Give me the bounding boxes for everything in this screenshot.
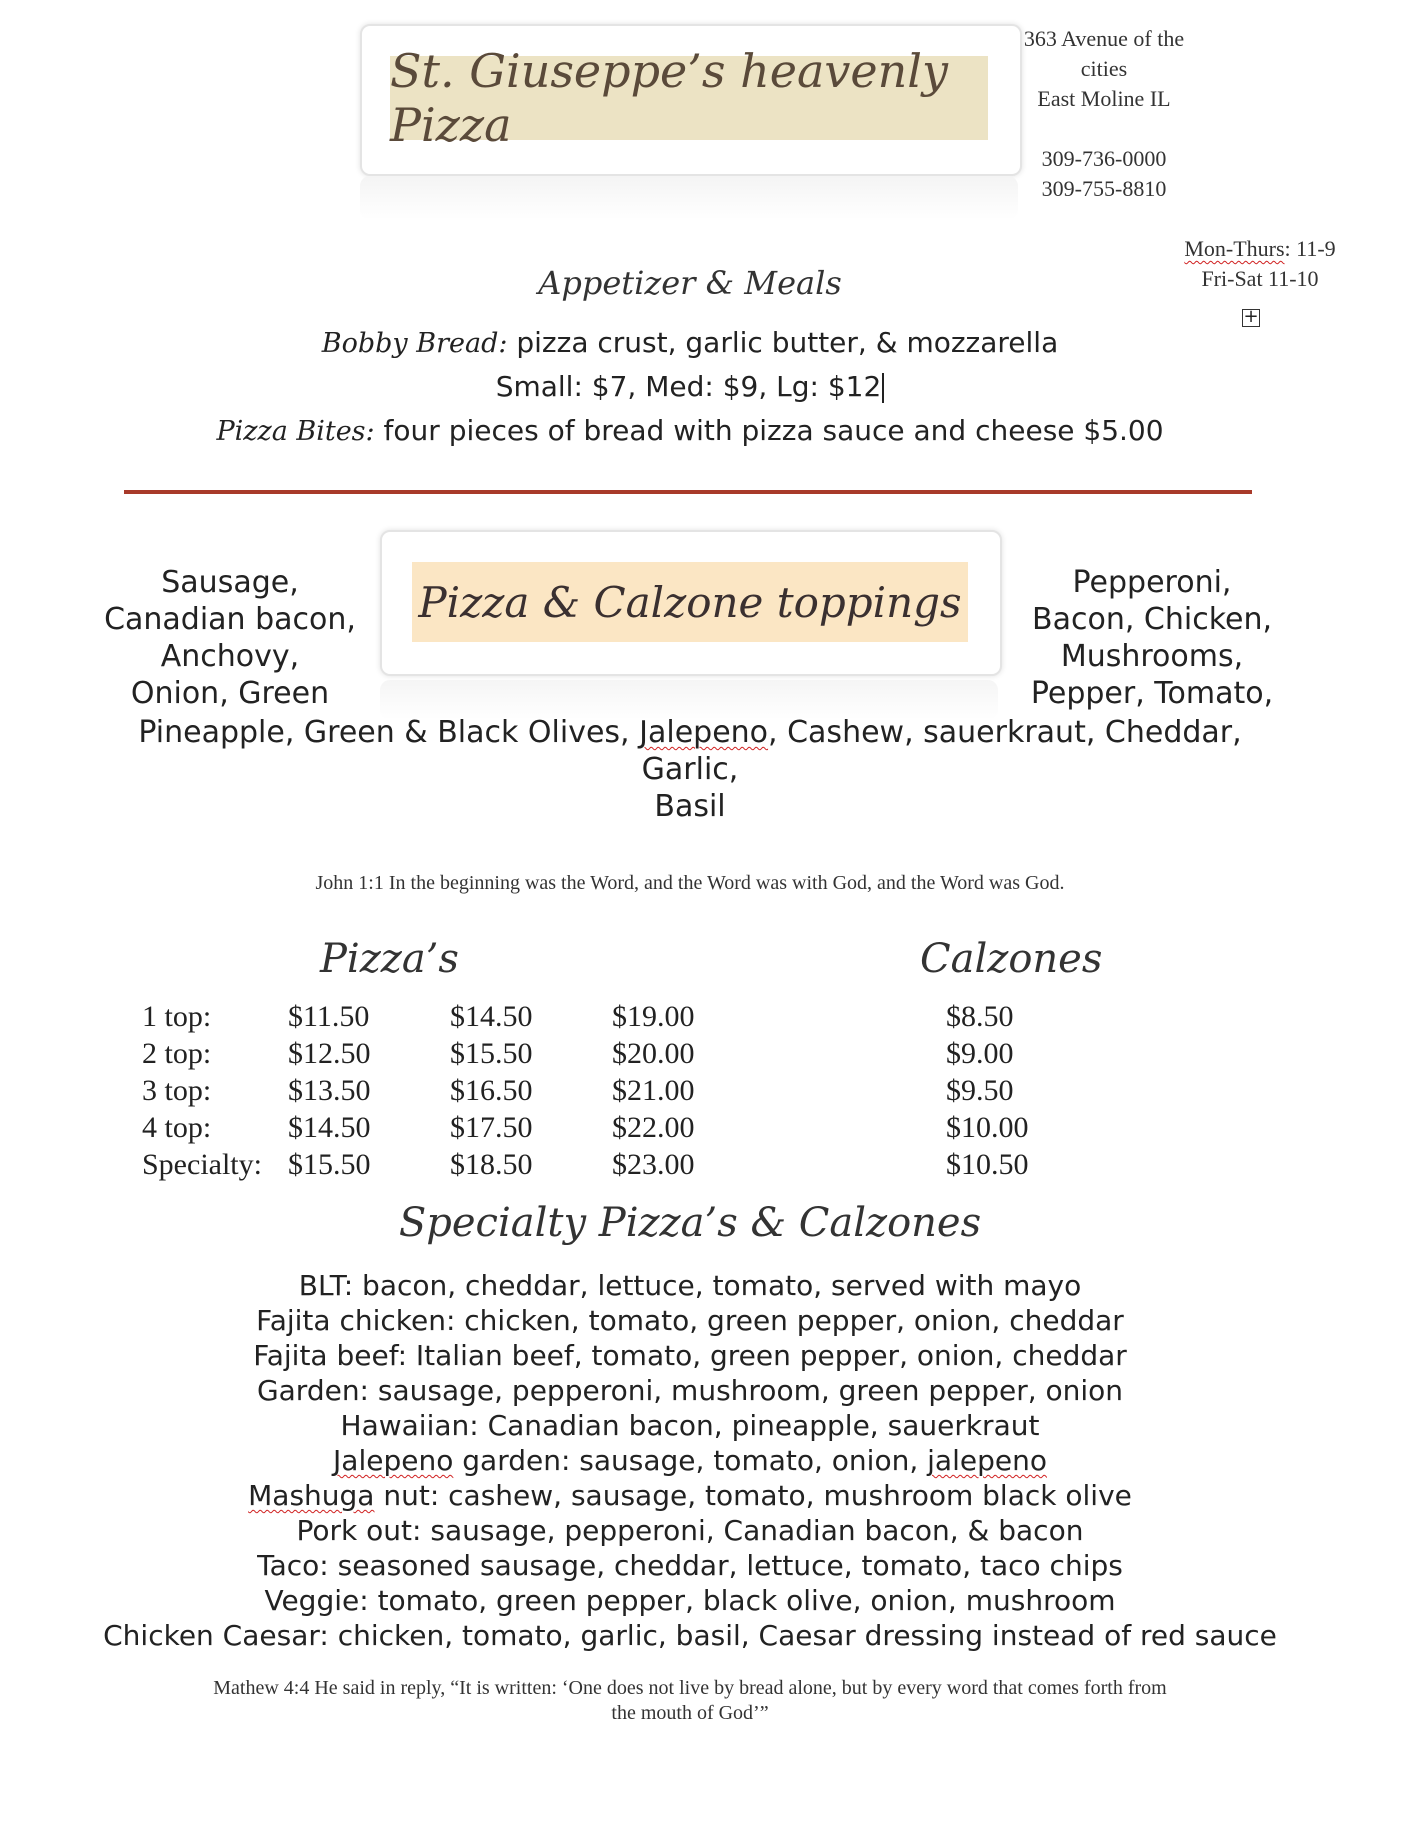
price-large: $22.00: [612, 1111, 695, 1144]
specialty-heading: Specialty Pizza’s & Calzones: [398, 1200, 982, 1246]
price-medium: $16.50: [450, 1074, 533, 1107]
misspelled-word: Jalepeno: [639, 715, 769, 750]
specialty-item: Pork out: sausage, pepperoni, Canadian bacon, & bacon: [296, 1514, 1084, 1547]
price-small: $15.50: [288, 1148, 371, 1181]
hours-fri-sat: Fri-Sat 11-10: [1201, 266, 1319, 291]
topping-line: Onion, Green: [130, 676, 330, 711]
price-small: $13.50: [288, 1074, 371, 1107]
price-calzone: $8.50: [946, 1000, 1014, 1033]
price-medium: $17.50: [450, 1111, 533, 1144]
price-large: $21.00: [612, 1074, 695, 1107]
specialty-item: Hawaiian: Canadian bacon, pineapple, sauerkraut: [340, 1409, 1040, 1442]
specialty-item: Taco: seasoned sausage, cheddar, lettuce, tomato, taco chips: [257, 1549, 1123, 1582]
price-large: $20.00: [612, 1037, 695, 1070]
specialty-list: [100, 1268, 1280, 1653]
topping-line: Sausage,: [161, 565, 299, 600]
toppings-full: [110, 714, 1270, 825]
address-line-1: 363 Avenue of the: [1023, 26, 1185, 51]
address-line-3: East Moline IL: [1037, 86, 1171, 111]
topping-line: Basil: [654, 789, 726, 824]
phone-1: 309-736-0000: [1041, 146, 1167, 171]
specialty-item: [100, 1478, 1280, 1513]
specialty-text: nut: cashew, sausage, tomato, mushroom black olive: [374, 1479, 1132, 1512]
price-calzone: $9.00: [946, 1037, 1014, 1070]
price-medium: $14.50: [450, 1000, 533, 1033]
price-label: Specialty:: [142, 1148, 262, 1181]
text-cursor: [882, 373, 884, 403]
bobby-bread-desc: pizza crust, garlic butter, & mozzarella: [507, 326, 1059, 359]
topping-line: Mushrooms,: [1060, 639, 1244, 674]
verse-john: John 1:1 In the beginning was the Word, and the Word was with God, and the Word was God.: [315, 872, 1065, 894]
restaurant-title: St. Giuseppe’s heavenly Pizza: [390, 56, 988, 140]
pizza-bites-label: Pizza Bites:: [216, 416, 375, 447]
hours-mon-thurs-label: Mon-Thurs: [1184, 236, 1285, 261]
specialty-text: garden: sausage, tomato, onion,: [453, 1444, 928, 1477]
price-calzone: $9.50: [946, 1074, 1014, 1107]
topping-text: , Cashew, sauerkraut, Cheddar, Garlic,: [641, 715, 1242, 787]
calzone-heading: Calzones: [920, 936, 1103, 982]
specialty-item: Veggie: tomato, green pepper, black olive, onion, mushroom: [264, 1584, 1116, 1617]
verse-line: Mathew 4:4 He said in reply, “It is written: ‘One does not live by bread alone, but by every word that comes forth from: [213, 1677, 1167, 1699]
topping-line: Pepperoni,: [1072, 565, 1232, 600]
price-calzone: $10.50: [946, 1148, 1029, 1181]
topping-text: Pineapple, Green & Black Olives,: [138, 715, 640, 750]
pizza-bites-line: [0, 414, 1380, 447]
misspelled-word: jalepeno: [927, 1444, 1047, 1477]
misspelled-word: Jalepeno: [333, 1444, 454, 1477]
hours-mon-thurs-value: : 11-9: [1284, 236, 1336, 261]
expand-icon[interactable]: +: [1243, 306, 1259, 327]
address-line-2: cities: [1080, 56, 1128, 81]
specialty-item: Garden: sausage, pepperoni, mushroom, green pepper, onion: [256, 1374, 1124, 1407]
price-large: $23.00: [612, 1148, 695, 1181]
price-label: 3 top:: [142, 1074, 212, 1107]
title-reflection: [360, 176, 1018, 220]
verse-mathew: [110, 1676, 1270, 1726]
bobby-bread-label: Bobby Bread:: [321, 328, 508, 359]
topping-line: Pepper, Tomato,: [1030, 676, 1274, 711]
price-large: $19.00: [612, 1000, 695, 1033]
hours-mon-thurs: [1150, 234, 1370, 264]
topping-line: Anchovy,: [160, 639, 300, 674]
specialty-item: Fajita chicken: chicken, tomato, green pepper, onion, cheddar: [256, 1304, 1124, 1337]
specialty-item: Fajita beef: Italian beef, tomato, green pepper, onion, cheddar: [253, 1339, 1127, 1372]
misspelled-word: Mashuga: [248, 1479, 375, 1512]
specialty-item: BLT: bacon, cheddar, lettuce, tomato, served with mayo: [298, 1269, 1082, 1302]
price-label: 4 top:: [142, 1111, 212, 1144]
price-medium: $18.50: [450, 1148, 533, 1181]
price-calzone: $10.00: [946, 1111, 1029, 1144]
specialty-item: Chicken Caesar: chicken, tomato, garlic, basil, Caesar dressing instead of red sauce: [103, 1619, 1277, 1652]
phone-2: 309-755-8810: [1041, 176, 1167, 201]
specialty-item: [100, 1443, 1280, 1478]
topping-line: Canadian bacon,: [104, 602, 356, 637]
bobby-bread-sizes: [0, 370, 1380, 403]
toppings-left: [100, 564, 360, 712]
topping-line: [110, 714, 1270, 788]
topping-line: Bacon, Chicken,: [1032, 602, 1272, 637]
price-small: $11.50: [288, 1000, 370, 1033]
verse-line: the mouth of God’”: [611, 1702, 769, 1724]
bobby-bread-sizes-text: Small: $7, Med: $9, Lg: $12: [495, 370, 882, 403]
price-label: 1 top:: [142, 1000, 212, 1033]
pizza-bites-desc: four pieces of bread with pizza sauce and cheese $5.00: [374, 414, 1164, 447]
price-medium: $15.50: [450, 1037, 533, 1070]
toppings-heading: Pizza & Calzone toppings: [412, 562, 968, 642]
appetizers-heading: Appetizer & Meals: [538, 264, 842, 302]
price-small: $12.50: [288, 1037, 371, 1070]
bobby-bread-line: [0, 326, 1380, 359]
section-divider: [124, 490, 1252, 494]
price-label: 2 top:: [142, 1037, 212, 1070]
price-small: $14.50: [288, 1111, 371, 1144]
pizza-heading: Pizza’s: [320, 936, 459, 982]
toppings-right: [1022, 564, 1282, 712]
contact-info: [994, 24, 1214, 204]
